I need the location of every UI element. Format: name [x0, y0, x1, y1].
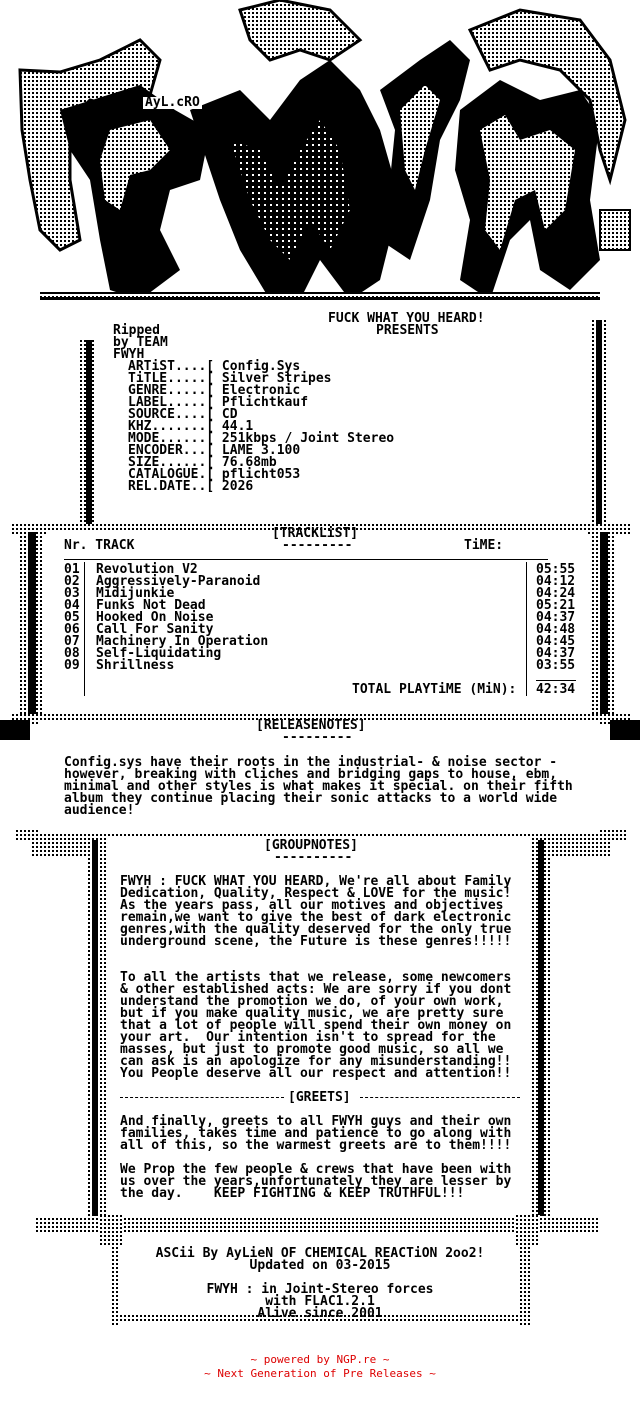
info-value: LAME 3.100	[221, 443, 301, 458]
info-key: SOURCE....[	[128, 407, 215, 422]
track-time: 04:37	[536, 610, 576, 625]
info-value: 44.1	[221, 419, 254, 434]
info-key: SIZE......[	[128, 455, 215, 470]
groupnotes-line: that a lot of people will spend their own money on	[120, 1018, 512, 1033]
track-title: Midijunkie	[96, 586, 175, 601]
tracklist-header: [TRACKLiST]	[272, 526, 359, 541]
groupnotes-underline: ----------	[274, 850, 353, 865]
track-time: 04:45	[536, 634, 576, 649]
track-time: 04:48	[536, 622, 576, 637]
powered-line-2: ~ Next Generation of Pre Releases ~	[204, 1367, 436, 1380]
total-label: TOTAL PLAYTiME (MiN):	[352, 682, 517, 697]
track-title: Revolution V2	[96, 562, 198, 577]
info-key: REL.DATE..[	[128, 479, 215, 494]
info-key: GENRE.....[	[128, 383, 215, 398]
greets-line: families, takes time and patience to go along with	[120, 1126, 512, 1141]
info-value: 251kbps / Joint Stereo	[221, 431, 395, 446]
releasenotes-underline: ---------	[282, 730, 353, 745]
track-nr: 02	[64, 574, 80, 589]
info-key: KHZ.......[	[128, 419, 215, 434]
track-title: Aggressively-Paranoid	[96, 574, 261, 589]
track-title: Shrillness	[96, 658, 175, 673]
info-value: 76.68mb	[221, 455, 277, 470]
info-value: Config.Sys	[221, 359, 301, 374]
track-nr: 01	[64, 562, 80, 577]
groupnotes-line: remain,we want to give the best of dark electronic	[120, 910, 512, 925]
tracklist-divider	[64, 559, 548, 560]
footer-line: with FLAC1.2.1	[265, 1294, 375, 1309]
groupnotes-line: Dedication, Quality, Respect & LOVE for the music!	[120, 886, 512, 901]
info-value: Silver Stripes	[221, 371, 332, 386]
ripped-line-1: Ripped	[113, 323, 160, 338]
track-title: Hooked On Noise	[96, 610, 214, 625]
track-title: Self-Liquidating	[96, 646, 222, 661]
track-time: 05:55	[536, 562, 576, 577]
groupnotes-line: As the years pass, all our motives and objectives	[120, 898, 504, 913]
groupnotes-header: [GROUPNOTES]	[264, 838, 358, 853]
fwyh-ascii-logo	[0, 0, 640, 320]
groupnotes-line: your art. Our intention isn't to spread for the	[120, 1030, 496, 1045]
col-time: TiME:	[464, 538, 504, 553]
info-row	[128, 481, 253, 493]
track-time: 04:12	[536, 574, 576, 589]
footer-line: Alive since 2001	[257, 1306, 383, 1321]
ripped-by	[113, 313, 168, 361]
ripped-line-3: FWYH	[113, 347, 145, 362]
info-key: ENCODER...[	[128, 443, 215, 458]
presents-line-1: FUCK WHAT YOU HEARD!	[328, 311, 485, 326]
footer-line: Updated on 03-2015	[249, 1258, 391, 1273]
track-title: Call For Sanity	[96, 622, 214, 637]
greets-line: And finally, greets to all FWYH guys and their own	[120, 1114, 512, 1129]
releasenotes-line: minimal and other styles is what makes it special. on their fifth	[64, 779, 573, 794]
greets-line: We Prop the few people & crews that have been with	[120, 1162, 512, 1177]
logo-tag: AyL.cRO	[145, 95, 200, 110]
total-time: 42:34	[536, 682, 576, 697]
track-nr: 09	[64, 658, 80, 673]
groupnotes-line: masses, but just to promote good music, so all we	[120, 1042, 504, 1057]
releasenotes-line: album they continue placing their sonic attacks to a world wide	[64, 791, 558, 806]
info-key: ARTiST....[	[128, 359, 215, 374]
releasenotes-line: audience!	[64, 803, 135, 818]
powered-line-1: ~ powered by NGP.re ~	[250, 1353, 390, 1366]
info-key: CATALOGUE.[	[128, 467, 215, 482]
info-key: TiTLE.....[	[128, 371, 215, 386]
track-time: 04:37	[536, 646, 576, 661]
info-value: CD	[221, 407, 238, 422]
track-nr: 06	[64, 622, 80, 637]
ripped-line-2: by TEAM	[113, 335, 168, 350]
track-title: Funks Not Dead	[96, 598, 206, 613]
track-nr: 05	[64, 610, 80, 625]
info-key: MODE......[	[128, 431, 215, 446]
presents-line-2: PRESENTS	[376, 323, 439, 338]
groupnotes-line: can ask is an apologize for any misunderstanding!!	[120, 1054, 512, 1069]
tracklist-vline-right	[526, 562, 527, 696]
info-value: pflicht053	[221, 467, 301, 482]
tracklist-vline-left	[84, 562, 85, 696]
groupnotes-line: underground scene, the Future is these genres!!!!!	[120, 934, 512, 949]
groupnotes-line: You People deserve all our respect and attention!!	[120, 1066, 512, 1081]
track-nr: 08	[64, 646, 80, 661]
footer-line: ASCii By AyLieN OF CHEMICAL REACTiON 2oo2!	[155, 1246, 485, 1261]
track-nr: 04	[64, 598, 80, 613]
total-overline	[536, 680, 576, 681]
groupnotes-line: FWYH : FUCK WHAT YOU HEARD, We're all about Family	[120, 874, 512, 889]
footer-line: FWYH : in Joint-Stereo forces	[206, 1282, 434, 1297]
info-value: Electronic	[221, 383, 301, 398]
groupnotes-line: understand the promotion we do, of your own work,	[120, 994, 504, 1009]
greets-line: all of this, so the warmest greets are to them!!!!	[120, 1138, 512, 1153]
track-nr: 03	[64, 586, 80, 601]
track-time: 03:55	[536, 658, 576, 673]
groupnotes-line: genres,with the quality deserved for the only true	[120, 922, 512, 937]
info-value: Pflichtkauf	[221, 395, 309, 410]
info-key: LABEL.....[	[128, 395, 215, 410]
track-time: 05:21	[536, 598, 576, 613]
greets-rule-right	[360, 1097, 520, 1098]
col-nr-track: Nr. TRACK	[64, 538, 135, 553]
groupnotes-line: but if you make quality music, we are pretty sure	[120, 1006, 504, 1021]
greets-header: [GREETS]	[288, 1090, 351, 1105]
track-nr: 07	[64, 634, 80, 649]
releasenotes-line: Config.sys have their roots in the industrial- & noise sector -	[64, 755, 558, 770]
releasenotes-line: however, breaking with cliches and bridging gaps to house, ebm,	[64, 767, 558, 782]
tracklist-underline: ---------	[282, 538, 353, 553]
greets-line: the day. KEEP FIGHTING & KEEP TRUTHFUL!!!	[120, 1186, 465, 1201]
footer-border	[0, 1215, 640, 1345]
info-value: 2026	[221, 479, 254, 494]
track-title: Machinery In Operation	[96, 634, 269, 649]
greets-line: us over the years,unfortunately they are lesser by	[120, 1174, 512, 1189]
track-time: 04:24	[536, 586, 576, 601]
releasenotes-header: [RELEASENOTES]	[256, 718, 366, 733]
greets-rule-left	[120, 1097, 284, 1098]
groupnotes-line: & other established acts: We are sorry if you dont	[120, 982, 512, 997]
groupnotes-line: To all the artists that we release, some newcomers	[120, 970, 512, 985]
